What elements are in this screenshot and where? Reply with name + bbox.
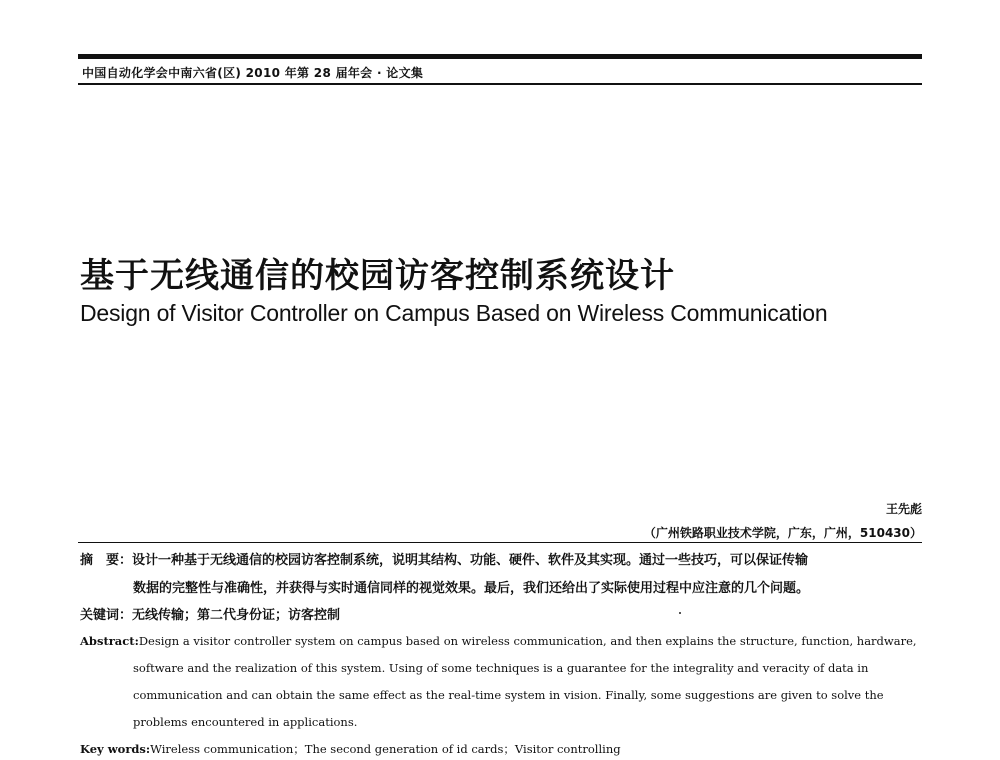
top-thin-rule [78,83,922,85]
keywords-cn-label: 关键词： [80,608,133,623]
abstract-en-line-1 [80,634,917,648]
affiliation-rule [78,542,922,543]
keywords-en-text: Wireless communication；The second generation of id cards；Visitor controlling [150,742,621,756]
abstract-en-text-3: communication and can obtain the same effect as the real-time system in vision. Finally, some suggestions are given to solve the [133,688,884,702]
abstract-en-line-4 [133,715,357,729]
title-chinese: 基于无线通信的校园访客控制系统设计 [80,256,675,296]
abstract-en-line-2 [133,661,868,675]
author-name: 王先彪 [885,502,922,516]
title-english: Design of Visitor Controller on Campus Based on Wireless Communication [80,300,828,326]
keywords-en-label: Key words: [80,742,151,756]
keywords-cn-text: 无线传输；第二代身份证；访客控制 [132,608,341,623]
abstract-en-text-2: software and the realization of this system. Using of some techniques is a guarantee for the integrality and veracity of data in [133,661,869,675]
author-affiliation: （广州铁路职业技术学院，广东，广州，510430） [643,526,922,540]
abstract-en-line-3 [133,688,884,702]
abstract-cn-line-1 [80,549,808,568]
running-head: 中国自动化学会中南六省(区) 2010 年第 28 届年会 · 论文集 [82,66,424,80]
abstract-en-label: Abstract: [80,634,139,648]
abstract-cn-line-2 [133,577,809,596]
abstract-cn-label: 摘 要： [80,553,133,568]
abstract-cn-text-2: 数据的完整性与准确性，并获得与实时通信同样的视觉效果。最后，我们还给出了实际使用过程中应注意的几个问题。 [133,581,810,596]
keywords-cn-line [80,604,340,623]
top-thick-rule [78,54,922,59]
abstract-en-text-1: Design a visitor controller system on campus based on wireless communication, and then explains the structure, function, hardware, [138,634,917,648]
abstract-cn-text-1: 设计一种基于无线通信的校园访客控制系统，说明其结构、功能、硬件、软件及其实现。通过一些技巧，可以保证传输 [132,553,809,568]
stray-dot [679,612,681,614]
abstract-en-text-4: problems encountered in applications. [133,715,358,729]
keywords-en-line [80,741,621,757]
